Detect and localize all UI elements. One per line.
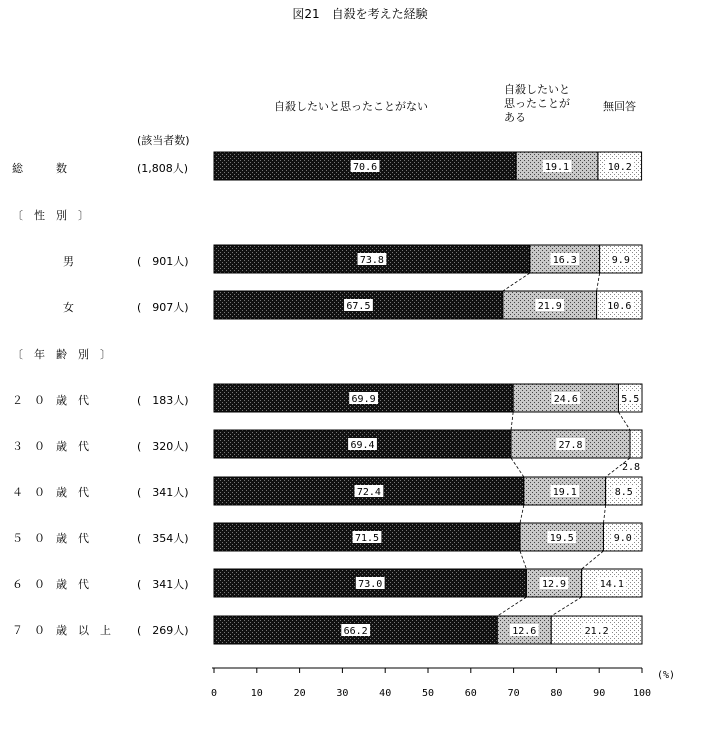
row-label-male: 男 — [63, 255, 74, 268]
bar-label-50s-never: 71.5 — [354, 533, 380, 544]
row-label-70plus: ７ ０ 歳 以 上 — [12, 624, 111, 637]
bar-label-30s-no-answer: 2.8 — [622, 462, 641, 473]
bar-label-total-yes: 19.1 — [544, 162, 570, 173]
row-count-70plus: ( 269人) — [137, 624, 189, 637]
bar-label-total-never: 70.6 — [353, 162, 378, 173]
connector-male-female-0 — [503, 273, 530, 291]
count-header: (該当者数) — [137, 134, 190, 147]
bar-label-40s-never: 72.4 — [356, 487, 381, 498]
chart-title: 図21 自殺を考えた経験 — [292, 7, 428, 21]
row-label-20s: ２ ０ 歳 代 — [12, 394, 89, 407]
connector-60s-70plus-0 — [497, 597, 526, 616]
row-count-20s: ( 183人) — [137, 394, 189, 407]
row-label-60s: ６ ０ 歳 代 — [12, 578, 89, 591]
row-count-total: (1,808人) — [137, 162, 189, 175]
row-label-40s: ４ ０ 歳 代 — [12, 486, 89, 499]
bar-label-30s-never: 69.4 — [350, 440, 375, 451]
connector-40s-50s-0 — [520, 505, 524, 523]
x-tick-label-0: 0 — [210, 688, 218, 699]
bar-label-70plus-no-answer: 21.2 — [584, 626, 609, 637]
connector-20s-30s-0 — [511, 412, 513, 430]
legend-never: 自殺したいと思ったことがない — [274, 100, 428, 113]
x-tick-label-70: 70 — [507, 688, 520, 699]
bar-label-20s-never: 69.9 — [351, 394, 376, 405]
bar-label-40s-yes: 19.1 — [552, 487, 577, 498]
connector-20s-30s-1 — [618, 412, 630, 430]
x-tick-label-60: 60 — [464, 688, 477, 699]
bar-label-70plus-never: 66.2 — [343, 626, 368, 637]
bar-label-20s-yes: 24.6 — [553, 394, 578, 405]
x-tick-label-90: 90 — [593, 688, 606, 699]
row-count-30s: ( 320人) — [137, 440, 189, 453]
connector-60s-70plus-1 — [551, 597, 581, 616]
bar-label-female-never: 67.5 — [346, 301, 371, 312]
row-count-male: ( 901人) — [137, 255, 189, 268]
x-tick-label-100: 100 — [632, 688, 652, 699]
bar-label-female-yes: 21.9 — [537, 301, 562, 312]
row-count-female: ( 907人) — [137, 301, 189, 314]
group-gender-header: 〔 性 別 〕 — [12, 209, 89, 222]
connector-50s-60s-0 — [520, 551, 526, 569]
group-age-header: 〔 年 齢 別 〕 — [12, 348, 111, 361]
bar-30s-no-answer — [630, 430, 642, 458]
row-count-50s: ( 354人) — [137, 532, 189, 545]
x-tick-label-20: 20 — [293, 688, 306, 699]
row-label-total: 総 数 — [12, 162, 67, 175]
connector-30s-40s-0 — [511, 458, 524, 477]
x-tick-label-80: 80 — [550, 688, 563, 699]
bar-label-60s-never: 73.0 — [358, 579, 383, 590]
legend-yes-line-2: 思ったことが — [504, 97, 570, 110]
legend-yes-line-3: ある — [504, 111, 526, 124]
row-label-female: 女 — [63, 301, 74, 314]
legend-no-answer: 無回答 — [603, 100, 636, 113]
bar-label-60s-no-answer: 14.1 — [599, 579, 624, 590]
bar-label-female-no-answer: 10.6 — [607, 301, 632, 312]
bar-label-70plus-yes: 12.6 — [512, 626, 537, 637]
bar-label-60s-yes: 12.9 — [541, 579, 567, 590]
bar-label-50s-no-answer: 9.0 — [613, 533, 632, 544]
bar-label-male-yes: 16.3 — [552, 255, 577, 266]
connector-50s-60s-1 — [582, 551, 604, 569]
row-label-50s: ５ ０ 歳 代 — [12, 532, 89, 545]
row-label-30s: ３ ０ 歳 代 — [12, 440, 89, 453]
x-axis-unit: (%) — [657, 670, 676, 681]
connector-male-female-1 — [597, 273, 600, 291]
legend-yes-line-1: 自殺したいと — [504, 83, 570, 96]
bar-label-total-no-answer: 10.2 — [607, 162, 632, 173]
x-tick-label-10: 10 — [250, 688, 263, 699]
connector-40s-50s-1 — [603, 505, 605, 523]
row-count-40s: ( 341人) — [137, 486, 189, 499]
bar-label-male-no-answer: 9.9 — [611, 255, 630, 266]
x-tick-label-40: 40 — [379, 688, 392, 699]
row-count-60s: ( 341人) — [137, 578, 189, 591]
x-tick-label-50: 50 — [421, 688, 435, 699]
bar-label-30s-yes: 27.8 — [558, 440, 583, 451]
bar-label-male-never: 73.8 — [359, 255, 384, 266]
bar-label-20s-no-answer: 5.5 — [621, 394, 640, 405]
x-tick-label-30: 30 — [336, 688, 349, 699]
bar-label-50s-yes: 19.5 — [549, 533, 574, 544]
bar-label-40s-no-answer: 8.5 — [614, 487, 633, 498]
